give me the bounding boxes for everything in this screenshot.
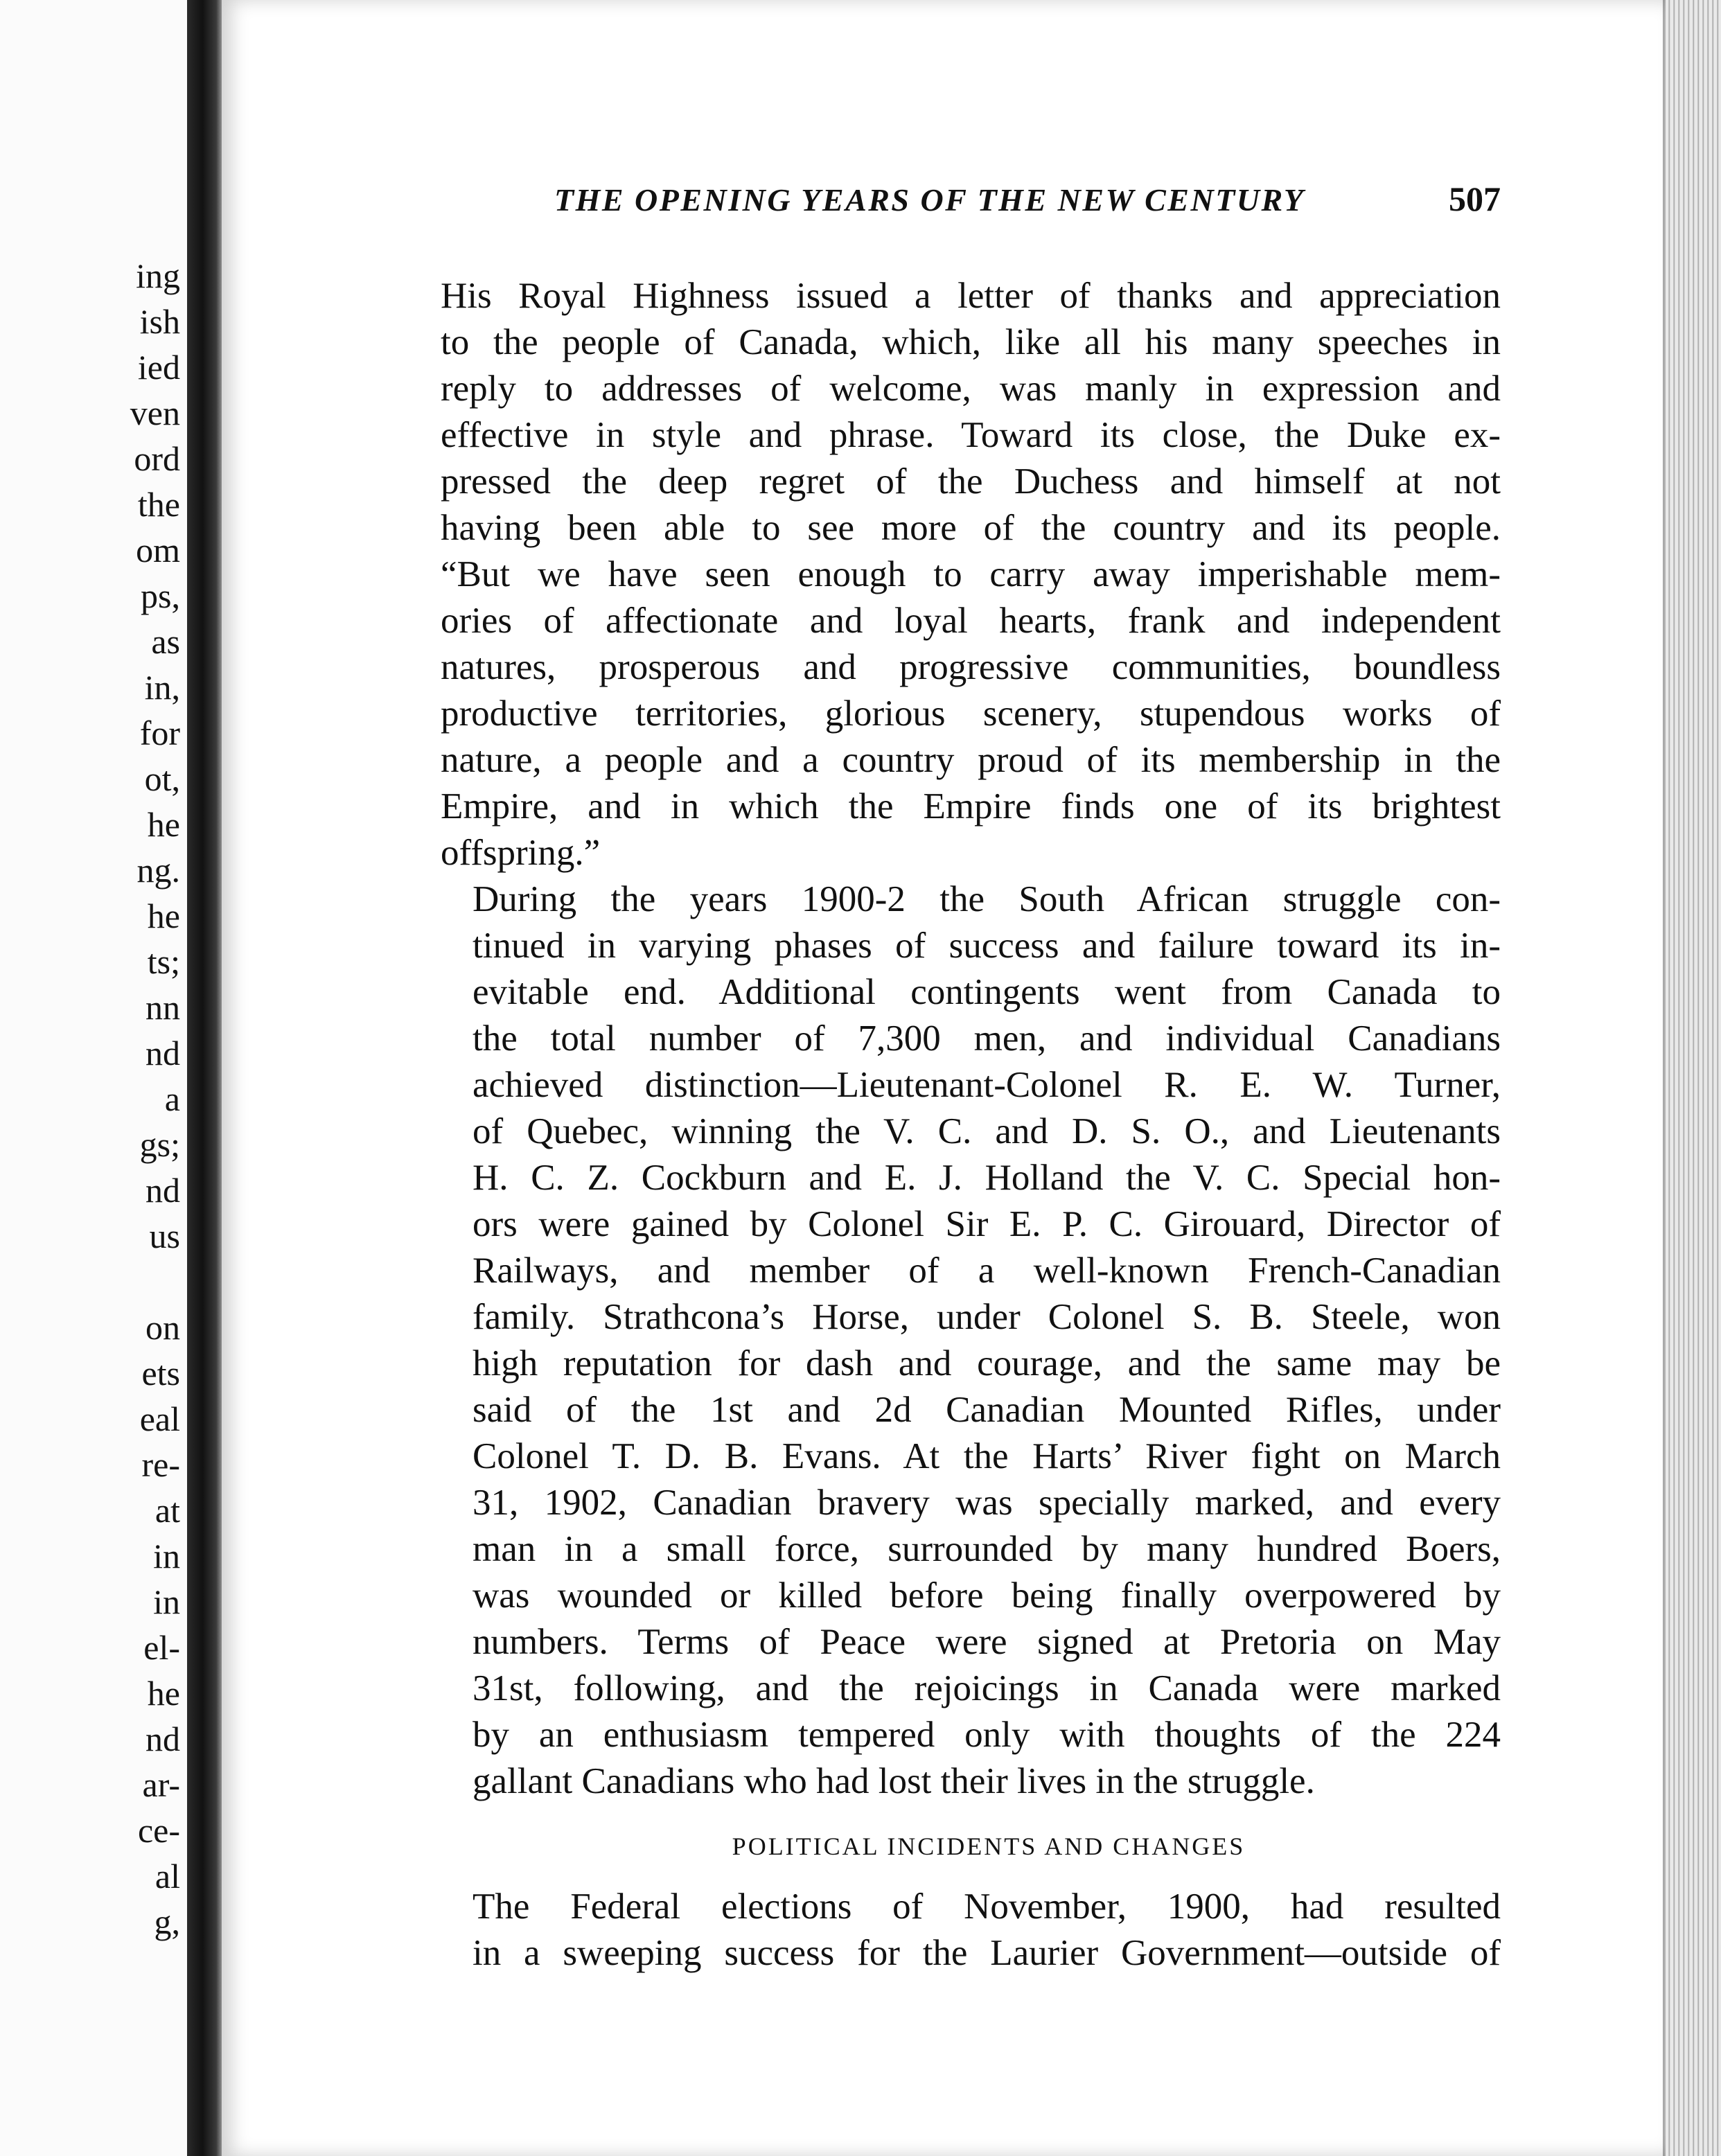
- text-line: in a sweeping success for the Laurier Government—outside of: [473, 1933, 1501, 1973]
- previous-page-line-end: ce-: [137, 1811, 180, 1850]
- previous-page-line-end: in,: [144, 668, 180, 707]
- section-heading-text: POLITICAL INCIDENTS AND CHANGES: [732, 1832, 1246, 1860]
- previous-page-line-end: re-: [141, 1445, 180, 1484]
- previous-page-line-end: in: [153, 1582, 180, 1621]
- binding-gutter: [187, 0, 226, 2156]
- text-line: nature, a people and a country proud of its membership in the: [441, 740, 1501, 780]
- body-text: [441, 273, 1501, 1977]
- previous-page-line-end: he: [147, 1674, 180, 1713]
- text-line: said of the 1st and 2d Canadian Mounted Rifles, under: [473, 1390, 1501, 1430]
- previous-page-line-end: he: [147, 896, 180, 935]
- paragraph-south-african-struggle: [441, 876, 1501, 1805]
- previous-page-line-end: in: [153, 1537, 180, 1575]
- previous-page-line-end: el-: [143, 1628, 180, 1667]
- previous-page-line-end: nd: [145, 1171, 180, 1210]
- text-line: Railways, and member of a well-known French-Canadian: [473, 1251, 1501, 1291]
- text-line: tinued in varying phases of success and failure toward its in-: [473, 926, 1501, 966]
- text-line: man in a small force, surrounded by many hundred Boers,: [473, 1529, 1501, 1569]
- previous-page-line-end: nd: [145, 1720, 180, 1758]
- previous-page-fragment: [0, 0, 194, 2156]
- previous-page-line-end: eal: [139, 1399, 180, 1438]
- text-line: having been able to see more of the country and its people.: [441, 508, 1501, 548]
- text-line: The Federal elections of November, 1900, had resulted: [473, 1886, 1501, 1927]
- previous-page-line-end: nd: [145, 1034, 180, 1072]
- text-line: During the years 1900-2 the South African struggle con-: [473, 879, 1501, 919]
- previous-page-line-end: ar-: [142, 1765, 180, 1804]
- text-line: H. C. Z. Cockburn and E. J. Holland the V. C. Special hon-: [473, 1158, 1501, 1198]
- text-line: “But we have seen enough to carry away imperishable mem-: [441, 554, 1501, 594]
- previous-page-line-end: us: [149, 1217, 180, 1255]
- previous-page-line-end: ven: [130, 394, 180, 432]
- previous-page-line-end: ot,: [144, 759, 180, 798]
- text-line: achieved distinction—Lieutenant-Colonel R. E. W. Turner,: [473, 1065, 1501, 1105]
- text-line: gallant Canadians who had lost their lives in the struggle.: [473, 1761, 1315, 1801]
- previous-page-line-end: for: [139, 714, 180, 752]
- text-line: productive territories, glorious scenery, stupendous works of: [441, 693, 1501, 734]
- text-line: was wounded or killed before being finally overpowered by: [473, 1575, 1501, 1616]
- previous-page-line-end: ps,: [141, 576, 180, 615]
- previous-page-line-end: at: [155, 1491, 180, 1530]
- previous-page-line-end: ets: [141, 1354, 180, 1393]
- text-line: natures, prosperous and progressive communities, boundless: [441, 647, 1501, 687]
- previous-page-line-end: a: [164, 1079, 180, 1118]
- text-line: numbers. Terms of Peace were signed at Pretoria on May: [473, 1622, 1501, 1662]
- text-line: Colonel T. D. B. Evans. At the Harts’ River fight on March: [473, 1436, 1501, 1476]
- running-title: THE OPENING YEARS OF THE NEW CENTURY: [554, 182, 1305, 218]
- text-line: family. Strathcona’s Horse, under Colonel S. B. Steele, won: [473, 1297, 1501, 1337]
- previous-page-line-end: ied: [137, 348, 180, 387]
- paragraph-royal-highness: [441, 273, 1501, 876]
- text-line: of Quebec, winning the V. C. and D. S. O., and Lieutenants: [473, 1111, 1501, 1151]
- text-line: reply to addresses of welcome, was manly in expression and: [441, 369, 1501, 409]
- running-head: [554, 179, 1501, 230]
- previous-page-line-end: on: [145, 1308, 180, 1347]
- text-line: to the people of Canada, which, like all his many speeches in: [441, 322, 1501, 362]
- text-line: evitable end. Additional contingents went from Canada to: [473, 972, 1501, 1012]
- text-line: ories of affectionate and loyal hearts, frank and independent: [441, 601, 1501, 641]
- text-line: high reputation for dash and courage, and the same may be: [473, 1343, 1501, 1384]
- text-line: offspring.”: [441, 833, 601, 873]
- text-line: ors were gained by Colonel Sir E. P. C. Girouard, Director of: [473, 1204, 1501, 1244]
- previous-page-line-end: the: [137, 485, 180, 524]
- page-number: 507: [1449, 179, 1501, 218]
- page-stack-edge: [1666, 0, 1721, 2156]
- paragraph-federal-elections: [441, 1884, 1501, 1977]
- previous-page-line-end: gs;: [139, 1125, 180, 1164]
- previous-page-line-end: g,: [154, 1902, 180, 1941]
- previous-page-line-end: he: [147, 805, 180, 844]
- section-heading: [441, 1826, 1501, 1867]
- previous-page-line-end: nn: [145, 988, 180, 1027]
- previous-page-line-end: ng.: [136, 851, 180, 890]
- previous-page-line-end: ing: [136, 256, 180, 295]
- text-line: 31st, following, and the rejoicings in Canada were marked: [473, 1668, 1501, 1708]
- text-line: Empire, and in which the Empire finds one of its brightest: [441, 786, 1501, 827]
- text-line: the total number of 7,300 men, and individual Canadians: [473, 1018, 1501, 1059]
- text-line: 31, 1902, Canadian bravery was specially marked, and every: [473, 1483, 1501, 1523]
- text-line: pressed the deep regret of the Duchess and himself at not: [441, 461, 1501, 502]
- previous-page-line-end: ish: [139, 302, 180, 341]
- text-line: His Royal Highness issued a letter of thanks and appreciation: [441, 276, 1501, 316]
- text-line: by an enthusiasm tempered only with thoughts of the 224: [473, 1715, 1501, 1755]
- previous-page-line-end: om: [136, 531, 180, 569]
- text-line: effective in style and phrase. Toward its close, the Duke ex-: [441, 415, 1501, 455]
- previous-page-line-end: al: [155, 1857, 180, 1896]
- previous-page-line-end: ord: [134, 439, 180, 478]
- previous-page-line-end: as: [151, 622, 180, 661]
- previous-page-line-end: ts;: [147, 942, 180, 981]
